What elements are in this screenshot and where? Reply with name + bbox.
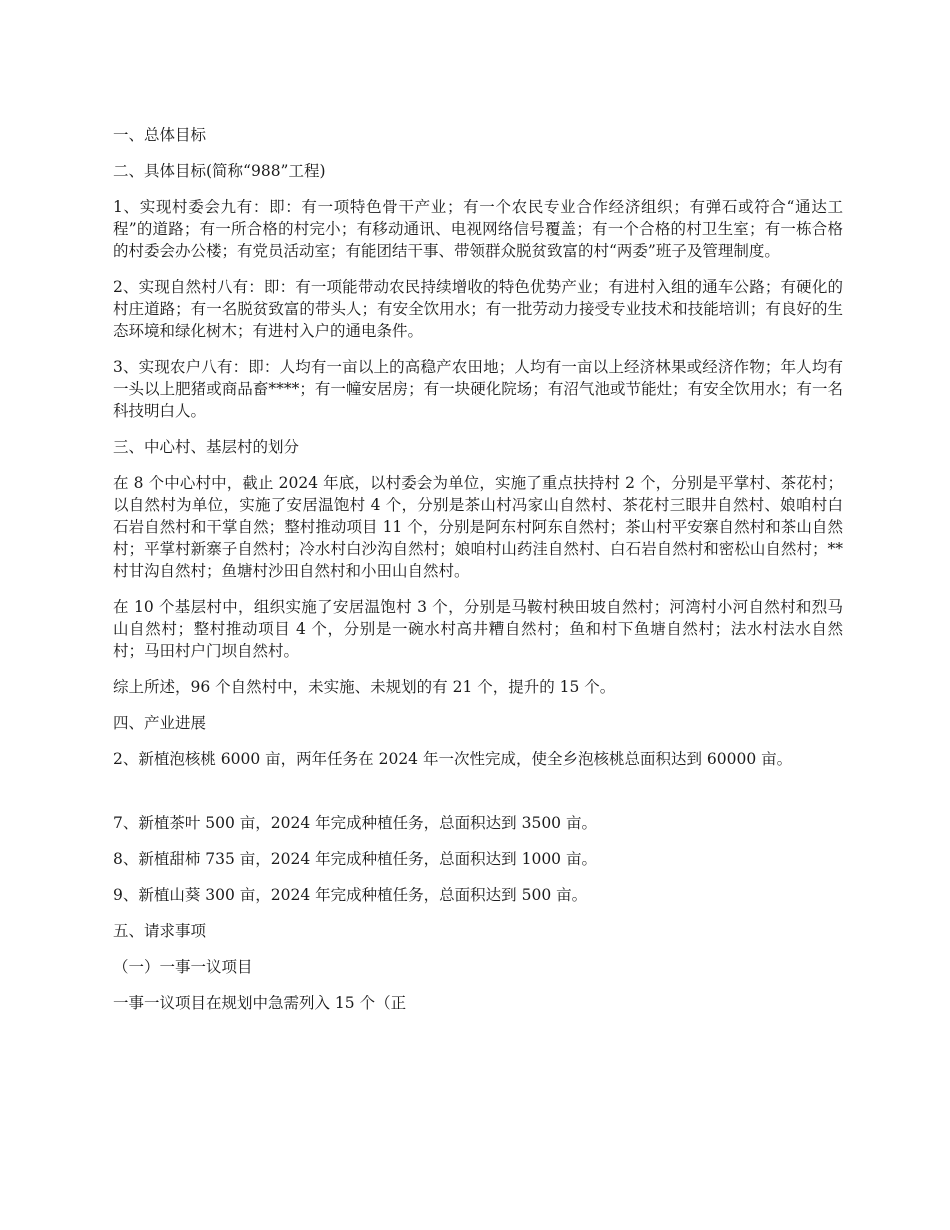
heading-requests: 五、请求事项 — [113, 922, 207, 940]
paragraph-household: 3、实现农户八有：即：人均有一亩以上的高稳产农田地；人均有一亩以上经济林果或经济作物；年人均有一头以上肥猪或商品畜****；有一幢安居房；有一块硬化院场；有沼气池或节能灶；有安全饮用水；有一名科技明白人。 — [113, 358, 843, 420]
paragraph-persimmon: 8、新植甜柿 735 亩，2024 年完成种植任务，总面积达到 1000 亩。 — [113, 850, 597, 868]
heading-specific-goals: 二、具体目标(简称“988”工程) — [113, 162, 326, 180]
paragraph-natural-village: 2、实现自然村八有：即：有一项能带动农民持续增收的特色优势产业；有进村入组的通车公路；有硬化的村庄道路；有一名脱贫致富的带头人；有安全饮用水；有一批劳动力接受专业技术和技能培训；有良好的生态环境和绿化树木；有进村入户的通电条件。 — [113, 278, 843, 340]
paragraph-wasabi: 9、新植山葵 300 亩，2024 年完成种植任务，总面积达到 500 亩。 — [113, 886, 588, 904]
paragraph-one-matter-projects: 一事一议项目在规划中急需列入 15 个（正 — [113, 994, 407, 1012]
heading-industry-progress: 四、产业进展 — [113, 714, 207, 732]
paragraph-walnut: 2、新植泡核桃 6000 亩，两年任务在 2024 年一次性完成，使全乡泡核桃总面积达到 60000 亩。 — [113, 750, 793, 768]
subheading-one-matter-one-discussion: （一）一事一议项目 — [113, 958, 253, 976]
paragraph-central-villages: 在 8 个中心村中，截止 2024 年底，以村委会为单位，实施了重点扶持村 2 个，分别是平掌村、茶花村；以自然村为单位，实施了安居温饱村 4 个，分别是茶山村冯家山自然村、茶花村三眼井自然村、娘咱村白石岩自然村和干掌自然；整村推动项目 11 个，分别是阿东村阿东自然村；茶山村平安寨自然村和茶山自然村；平掌村新寨子自然村；冷水村白沙沟自然村；娘咱村山药洼自然村、白石岩自然村和密松山自然村；**村甘沟自然村；鱼塘村沙田自然村和小田山自然村。 — [113, 474, 843, 580]
heading-overall-goals: 一、总体目标 — [113, 126, 207, 144]
paragraph-village-committee: 1、实现村委会九有：即：有一项特色骨干产业；有一个农民专业合作经济组织；有弹石或符合“通达工程”的道路；有一所合格的村完小；有移动通讯、电视网络信号覆盖；有一个合格的村卫生室；有一栋合格的村委会办公楼；有党员活动室；有能团结干事、带领群众脱贫致富的村“两委”班子及管理制度。 — [113, 198, 843, 260]
paragraph-tea: 7、新植茶叶 500 亩，2024 年完成种植任务，总面积达到 3500 亩。 — [113, 814, 597, 832]
paragraph-summary: 综上所述，96 个自然村中，未实施、未规划的有 21 个，提升的 15 个。 — [113, 678, 616, 696]
document-page — [113, 124, 843, 1028]
blank-gap — [113, 784, 843, 812]
heading-village-division: 三、中心村、基层村的划分 — [113, 438, 300, 456]
paragraph-grassroots-villages: 在 10 个基层村中，组织实施了安居温饱村 3 个，分别是马鞍村秧田坡自然村；河湾村小河自然村和烈马山自然村；整村推动项目 4 个，分别是一碗水村高井糟自然村；鱼和村下鱼塘自然村；法水村法水自然村；马田村户门坝自然村。 — [113, 598, 843, 660]
